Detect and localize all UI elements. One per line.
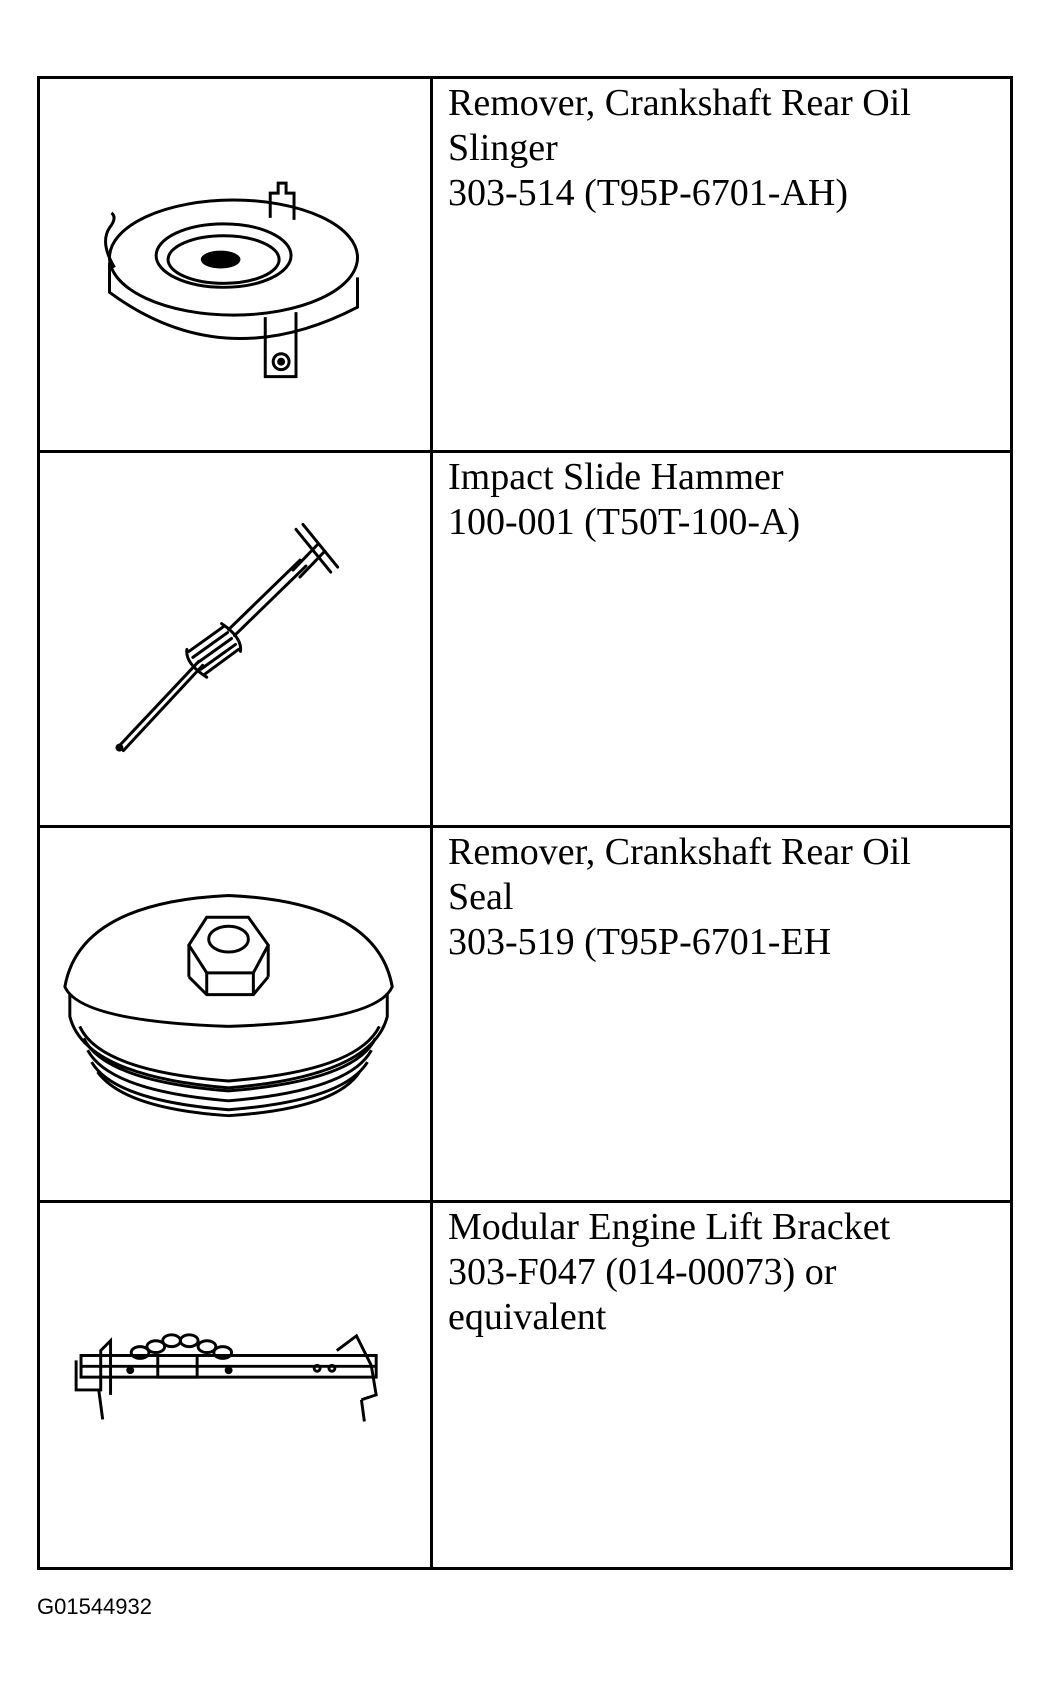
tool-description-cell bbox=[433, 79, 1010, 453]
special-tools-table bbox=[37, 76, 1013, 1570]
oil-slinger-remover-illustration bbox=[40, 79, 430, 450]
tool-number: 303-F047 (014-00073) or bbox=[448, 1251, 837, 1293]
tool-illustration-cell bbox=[40, 828, 433, 1203]
tool-number: 100-001 (T50T-100-A) bbox=[448, 501, 801, 543]
tool-description-cell bbox=[433, 453, 1010, 828]
tool-illustration-cell bbox=[40, 1203, 433, 1567]
tool-number: 303-519 (T95P-6701-EH bbox=[448, 921, 832, 963]
slide-hammer-illustration bbox=[40, 453, 430, 825]
tool-name-continued: Seal bbox=[448, 876, 514, 918]
tool-name: Impact Slide Hammer bbox=[448, 456, 784, 498]
tool-description-cell bbox=[433, 828, 1010, 1203]
tool-name: Remover, Crankshaft Rear Oil bbox=[448, 831, 911, 873]
tool-name: Modular Engine Lift Bracket bbox=[448, 1206, 891, 1248]
engine-lift-bracket-illustration bbox=[40, 1203, 430, 1567]
tool-number-note: equivalent bbox=[448, 1296, 607, 1338]
tool-illustration-cell bbox=[40, 453, 433, 828]
tool-name-continued: Slinger bbox=[448, 127, 558, 169]
oil-seal-remover-illustration bbox=[40, 828, 430, 1200]
tool-number: 303-514 (T95P-6701-AH) bbox=[448, 172, 849, 214]
tool-name: Remover, Crankshaft Rear Oil bbox=[448, 82, 911, 124]
tool-illustration-cell bbox=[40, 79, 433, 453]
figure-id: G01544932 bbox=[37, 1594, 152, 1619]
tool-description-cell bbox=[433, 1203, 1010, 1567]
